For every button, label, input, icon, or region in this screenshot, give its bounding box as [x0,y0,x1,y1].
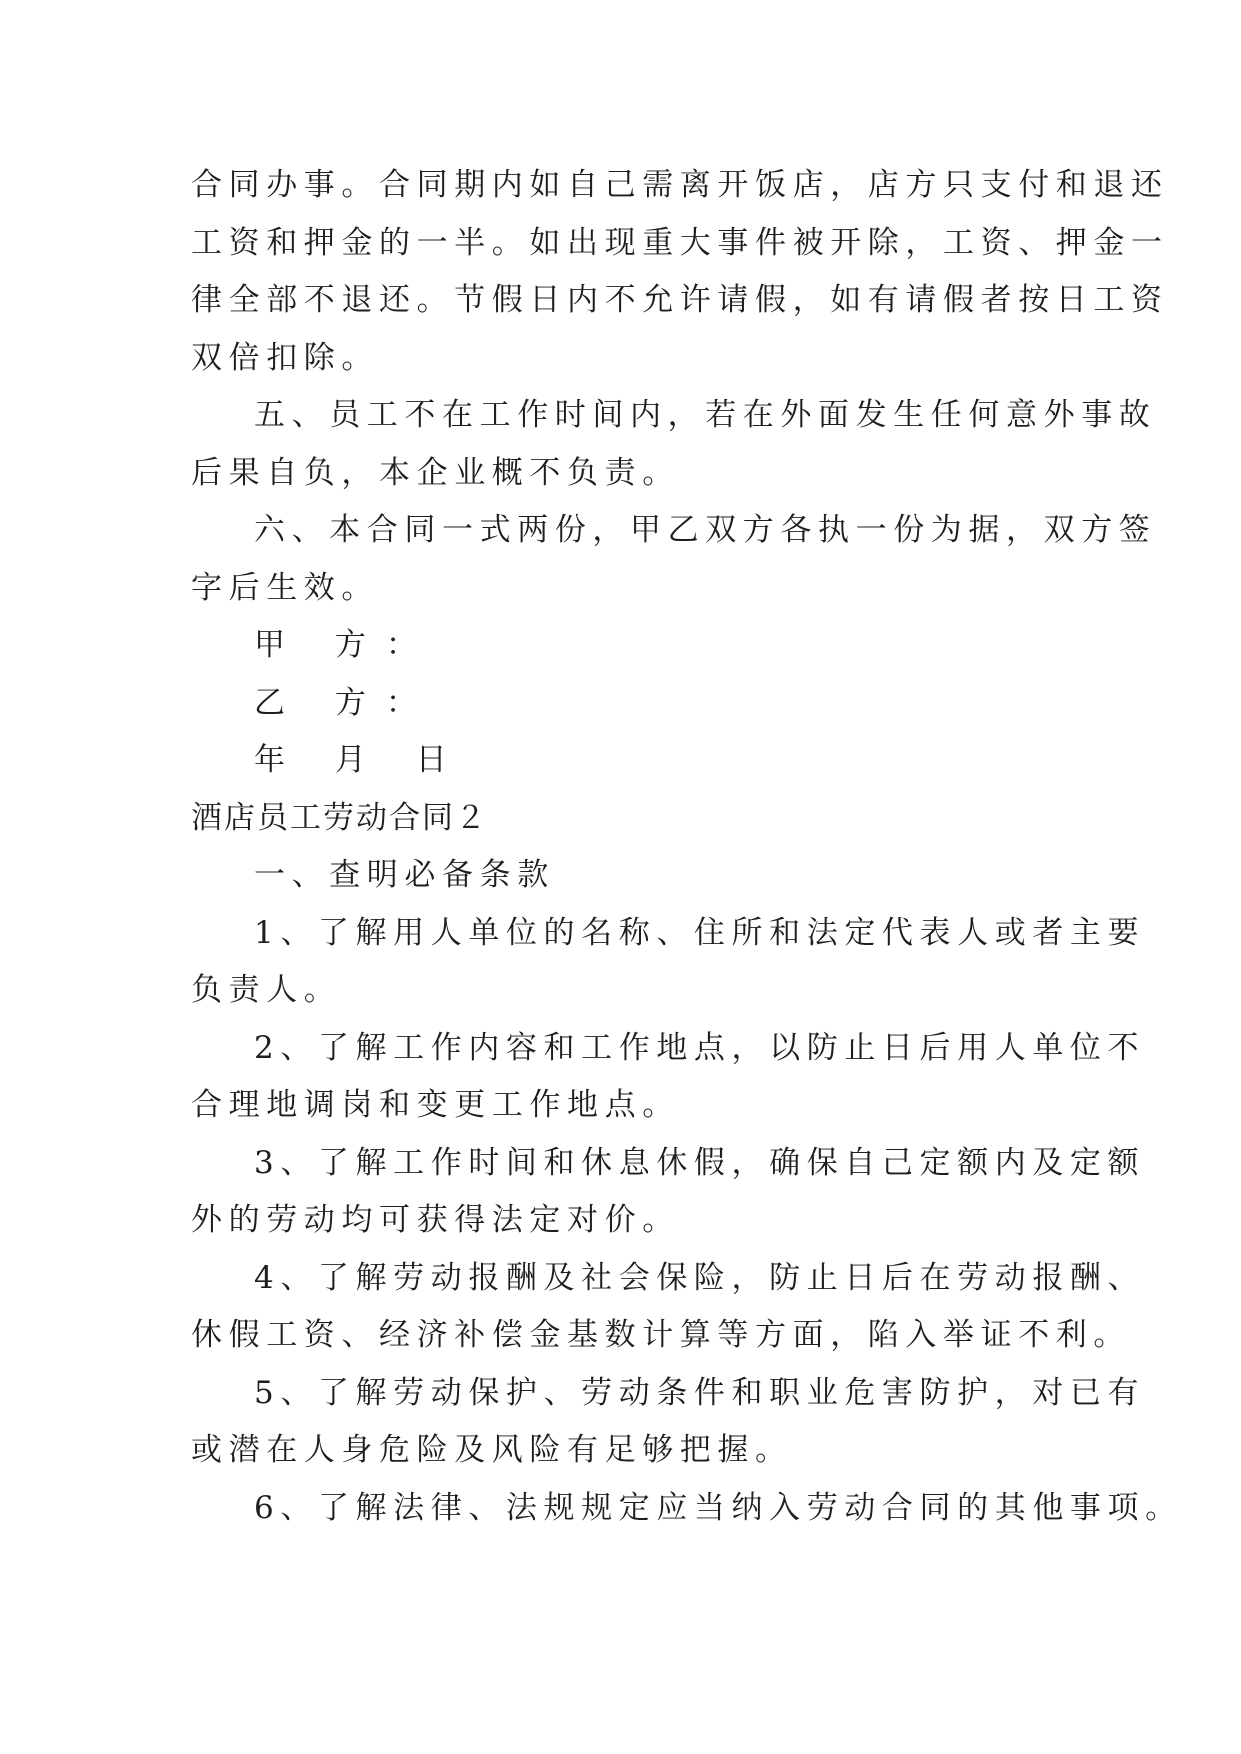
text-line: 合同办事。合同期内如自己需离开饭店，店方只支付和退还 [191,167,1169,203]
text-line: 负责人。 [191,972,342,1008]
item-6: 6、了解法律、法规规定应当纳入劳动合同的其他事项。 [254,1489,1183,1526]
item-3: 3、了解工作时间和休息休假，确保自己定额内及定额 [254,1144,1146,1181]
text-line: 后果自负，本企业概不负责。 [191,454,680,491]
text-line: 或潜在人身危险及风险有足够把握。 [191,1432,793,1468]
text-line: 外的劳动均可获得法定对价。 [191,1202,680,1238]
party-a-signature-label: 甲 方： [254,627,437,663]
document-body [191,157,1183,1537]
text-line: 双倍扣除。 [191,339,379,376]
text-line: 合理地调岗和变更工作地点。 [191,1087,680,1123]
item-1: 1、了解用人单位的名称、住所和法定代表人或者主要 [254,914,1146,951]
item-2: 2、了解工作内容和工作地点，以防止日后用人单位不 [254,1029,1146,1066]
text-line: 字后生效。 [191,569,379,606]
clause-five: 五、员工不在工作时间内，若在外面发生任何意外事故 [254,397,1157,433]
section-heading: 一、查明必备条款 [254,857,555,893]
date-label: 年 月 日 [254,742,467,778]
item-5: 5、了解劳动保护、劳动条件和职业危害防护，对已有 [254,1374,1146,1411]
section-title: 酒店员工劳动合同２ [191,799,488,836]
item-4: 4、了解劳动报酬及社会保险，防止日后在劳动报酬、 [254,1259,1146,1296]
text-line: 工资和押金的一半。如出现重大事件被开除，工资、押金一 [191,224,1169,261]
party-b-signature-label: 乙 方： [254,684,437,721]
text-line: 律全部不退还。节假日内不允许请假，如有请假者按日工资 [191,282,1169,318]
text-line: 休假工资、经济补偿金基数计算等方面，陷入举证不利。 [191,1317,1131,1353]
clause-six: 六、本合同一式两份，甲乙双方各执一份为据，双方签 [254,512,1157,548]
